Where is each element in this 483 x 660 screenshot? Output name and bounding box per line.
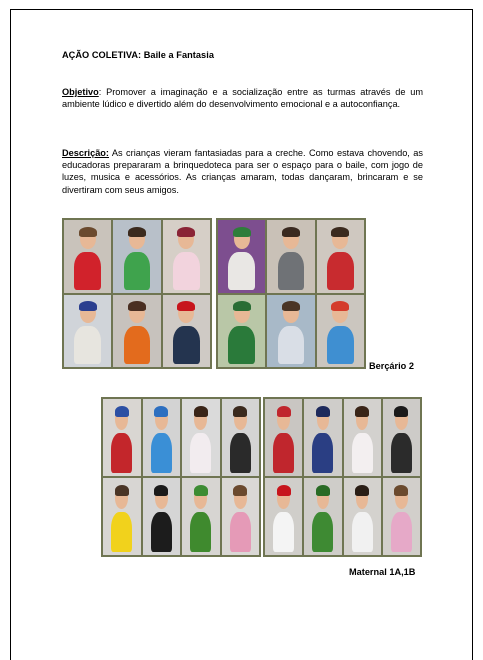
- child-photo: [143, 478, 181, 555]
- hair-shape: [355, 485, 369, 496]
- costume-shape: [190, 433, 211, 473]
- costume-shape: [173, 252, 200, 290]
- costume-shape: [278, 326, 305, 364]
- costume-shape: [312, 433, 333, 473]
- child-photo: [113, 220, 160, 293]
- child-photo: [304, 399, 341, 476]
- costume-shape: [327, 326, 354, 364]
- costume-shape: [352, 512, 373, 552]
- child-photo: [267, 295, 314, 368]
- hair-shape: [331, 301, 349, 311]
- objective-text: : Promover a imaginação e a socialização entre as turmas através de um ambiente lúdico e divertido além do desenvolvimento emocional e a autoconfiança.: [62, 87, 423, 110]
- costume-shape: [74, 326, 101, 364]
- caption-maternal: Maternal 1A,1B: [349, 567, 416, 577]
- child-photo: [383, 478, 420, 555]
- hair-shape: [394, 406, 408, 417]
- costume-shape: [111, 512, 132, 552]
- child-photo: [113, 295, 160, 368]
- child-photo: [265, 399, 302, 476]
- hair-shape: [316, 406, 330, 417]
- caption-bercario: Berçário 2: [369, 361, 414, 371]
- hair-shape: [233, 301, 251, 311]
- child-photo: [304, 478, 341, 555]
- hair-shape: [282, 301, 300, 311]
- child-photo: [103, 399, 141, 476]
- bercario-photo-collage-left: [62, 218, 212, 369]
- hair-shape: [177, 227, 195, 237]
- objective-label: Objetivo: [62, 87, 99, 97]
- costume-shape: [230, 433, 251, 473]
- document-title: AÇÃO COLETIVA: Baile a Fantasia: [62, 50, 214, 60]
- child-photo: [265, 478, 302, 555]
- child-photo: [163, 295, 210, 368]
- maternal-photo-collage-left: [101, 397, 261, 557]
- description-label: Descrição:: [62, 148, 109, 158]
- costume-shape: [273, 433, 294, 473]
- hair-shape: [233, 485, 247, 496]
- costume-shape: [190, 512, 211, 552]
- hair-shape: [331, 227, 349, 237]
- child-photo: [267, 220, 314, 293]
- hair-shape: [115, 406, 129, 417]
- child-photo: [64, 220, 111, 293]
- costume-shape: [391, 512, 412, 552]
- bercario-photo-collage-right: [216, 218, 366, 369]
- costume-shape: [228, 326, 255, 364]
- objective-paragraph: [62, 86, 423, 110]
- child-photo: [182, 478, 220, 555]
- costume-shape: [111, 433, 132, 473]
- costume-shape: [352, 433, 373, 473]
- costume-shape: [74, 252, 101, 290]
- child-photo: [182, 399, 220, 476]
- hair-shape: [233, 406, 247, 417]
- child-photo: [143, 399, 181, 476]
- child-photo: [218, 295, 265, 368]
- hair-shape: [154, 485, 168, 496]
- hair-shape: [79, 301, 97, 311]
- description-text: As crianças vieram fantasiadas para a creche. Como estava chovendo, as educadoras prepararam a brinquedoteca para ser o espaço para o baile, com jogo de luzes, musica e acessórios. As crianças amaram, todas dançaram, brincaram e se divertiram com seus amigos.: [62, 148, 423, 195]
- costume-shape: [391, 433, 412, 473]
- hair-shape: [355, 406, 369, 417]
- hair-shape: [79, 227, 97, 237]
- hair-shape: [233, 227, 251, 237]
- costume-shape: [278, 252, 305, 290]
- hair-shape: [194, 485, 208, 496]
- hair-shape: [277, 406, 291, 417]
- costume-shape: [124, 252, 151, 290]
- hair-shape: [128, 227, 146, 237]
- costume-shape: [312, 512, 333, 552]
- hair-shape: [177, 301, 195, 311]
- child-photo: [218, 220, 265, 293]
- child-photo: [344, 478, 381, 555]
- costume-shape: [151, 512, 172, 552]
- maternal-photo-collage-right: [263, 397, 422, 557]
- child-photo: [383, 399, 420, 476]
- child-photo: [222, 478, 260, 555]
- costume-shape: [273, 512, 294, 552]
- child-photo: [103, 478, 141, 555]
- hair-shape: [128, 301, 146, 311]
- costume-shape: [327, 252, 354, 290]
- child-photo: [222, 399, 260, 476]
- child-photo: [317, 220, 364, 293]
- hair-shape: [394, 485, 408, 496]
- child-photo: [163, 220, 210, 293]
- costume-shape: [173, 326, 200, 364]
- costume-shape: [151, 433, 172, 473]
- child-photo: [317, 295, 364, 368]
- costume-shape: [228, 252, 255, 290]
- hair-shape: [154, 406, 168, 417]
- child-photo: [64, 295, 111, 368]
- hair-shape: [277, 485, 291, 496]
- description-paragraph: [62, 147, 423, 196]
- hair-shape: [194, 406, 208, 417]
- hair-shape: [316, 485, 330, 496]
- hair-shape: [115, 485, 129, 496]
- costume-shape: [230, 512, 251, 552]
- costume-shape: [124, 326, 151, 364]
- child-photo: [344, 399, 381, 476]
- hair-shape: [282, 227, 300, 237]
